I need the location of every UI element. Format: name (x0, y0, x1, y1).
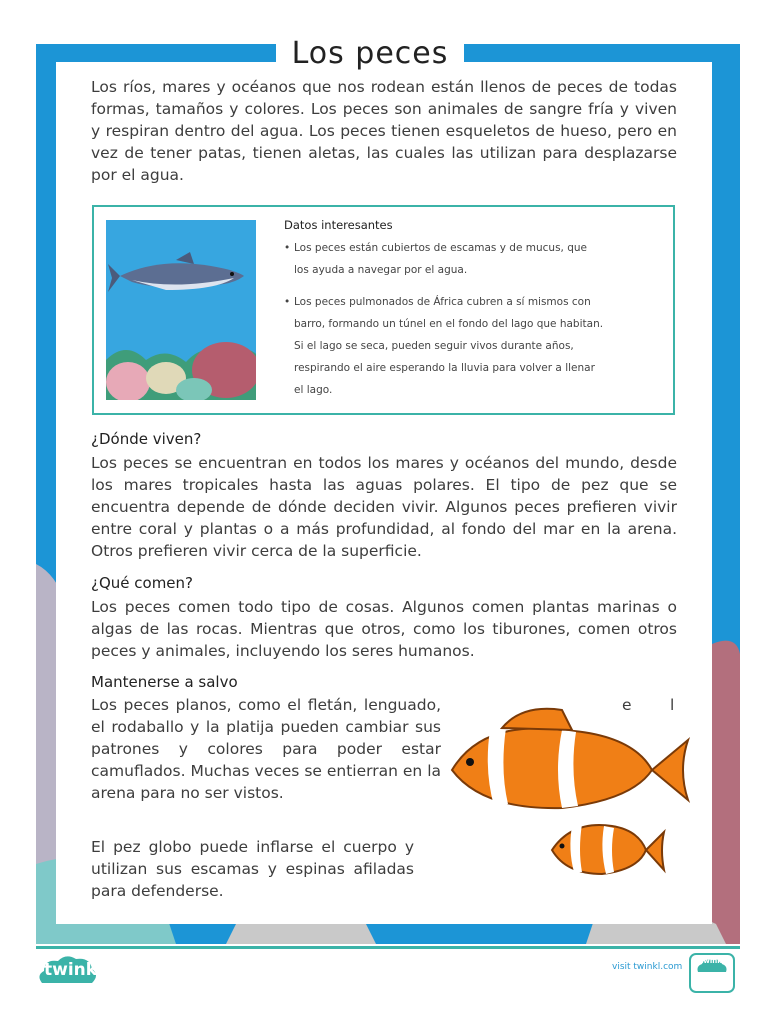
footer-divider (36, 946, 740, 949)
clownfish-illustration (442, 700, 692, 890)
badge-text: twinkl (700, 957, 725, 965)
section-heading-food: ¿Qué comen? (91, 574, 194, 592)
tuna-illustration (106, 220, 256, 400)
section-body-safety: Los peces planos, como el fletán, lenguado, el rodaballo y la platija pueden cambiar sus patrones y colores para poder estar camuflados. Muchas veces se entierran en la arena para no ser vistos. (91, 696, 441, 802)
line-fragment: l (670, 696, 675, 714)
section-body-food: Los peces comen todo tipo de cosas. Algunos comen plantas marinas o algas de las rocas. Mientras que otros, como los tiburones, comen otros peces y animales, incluyendo los seres humanos. (91, 598, 677, 660)
section-body-where: Los peces se encuentran en todos los mares y océanos del mundo, desde los mares tropicales hasta las aguas polares. El tipo de pez que se encuentra depende de dónde deciden vivir. Algunos peces prefieren vivir entre coral y plantas o a más profundidad, al fondo del mar en la arena. Otros prefieren vivir cerca de la superficie. (91, 454, 677, 560)
fact-text: Los peces están cubiertos de escamas y de mucus, que los ayuda a navegar por el agua. (294, 242, 587, 276)
section-heading-safety: Mantenerse a salvo (91, 673, 238, 691)
page-title: Los peces (276, 28, 464, 80)
section-body-pufferfish: El pez globo puede inflarse el cuerpo y utilizan sus escamas y espinas afiladas para defenderse. (91, 838, 414, 900)
visit-link[interactable]: visit twinkl.com (612, 962, 683, 972)
intro-paragraph: Los ríos, mares y océanos que nos rodean están llenos de peces de todas formas, tamaños y colores. Los peces son animales de sangre fría y viven y respiran dentro del agua. Los peces tienen esqueletos de hueso, pero en vez de tener patas, tienen aletas, las cuales las utilizan para desplazarse por el agua. (91, 78, 677, 184)
bullet-icon: • (284, 296, 291, 308)
line-fragment: e (622, 696, 632, 714)
twinkl-logo-text: twinkl (44, 960, 103, 980)
bullet-icon: • (284, 242, 291, 254)
facts-heading: Datos interesantes (284, 218, 393, 232)
fact-text: Los peces pulmonados de África cubren a sí mismos con barro, formando un túnel en el fondo del lago que habitan. Si el lago se seca, pueden seguir vivos durante años, respirando el aire esperando la lluvia para volver a llenar el lago. (294, 296, 604, 396)
fact-item (284, 237, 604, 281)
section-heading-where: ¿Dónde viven? (91, 430, 202, 448)
fact-item (284, 291, 604, 401)
